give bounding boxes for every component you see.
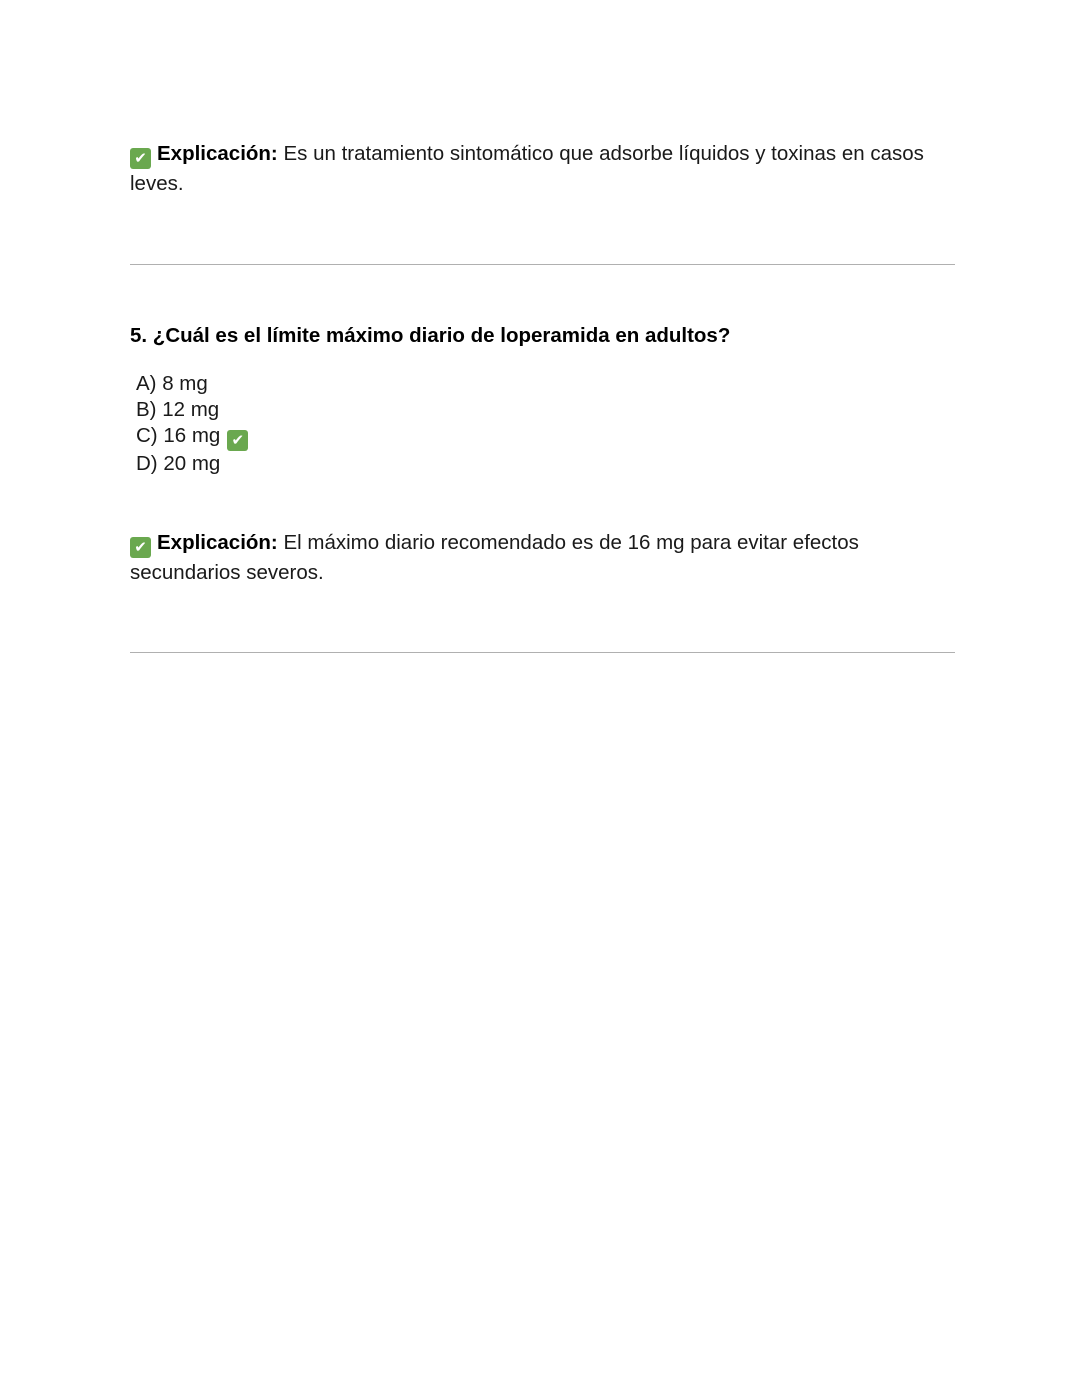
spacer: [130, 265, 955, 301]
explanation-label: Explicación:: [157, 531, 278, 554]
option-d-label: D) 20 mg: [136, 452, 221, 476]
explanation-paragraph-top: [130, 139, 955, 198]
question-5-options: [130, 371, 955, 478]
option-a-label: A) 8 mg: [136, 371, 208, 395]
option-c[interactable]: [130, 423, 955, 451]
check-icon: ✔: [130, 148, 151, 169]
spacer: [130, 608, 955, 652]
spacer: [130, 218, 955, 264]
section-divider-bottom: [130, 652, 955, 653]
explanation-text: Es un tratamiento sintomático que adsorbe líquidos y toxinas en casos leves.: [130, 141, 924, 195]
option-a[interactable]: [130, 371, 955, 397]
explanation-text: El máximo diario recomendado es de 16 mg para evitar efectos secundarios severos.: [130, 531, 859, 584]
option-b-label: B) 12 mg: [136, 398, 220, 422]
explanation-paragraph-question-5: [130, 528, 955, 587]
check-icon: ✔: [130, 537, 151, 558]
option-b[interactable]: [130, 397, 955, 423]
question-5-heading: 5. ¿Cuál es el límite máximo diario de loperamida en adultos?: [130, 323, 731, 347]
option-d[interactable]: [130, 451, 955, 477]
spacer: [130, 478, 955, 508]
correct-answer-check-icon: ✔: [227, 430, 248, 451]
page-content: [130, 118, 955, 653]
explanation-label: Explicación:: [157, 141, 278, 165]
option-c-label: C) 16 mg: [136, 424, 221, 448]
